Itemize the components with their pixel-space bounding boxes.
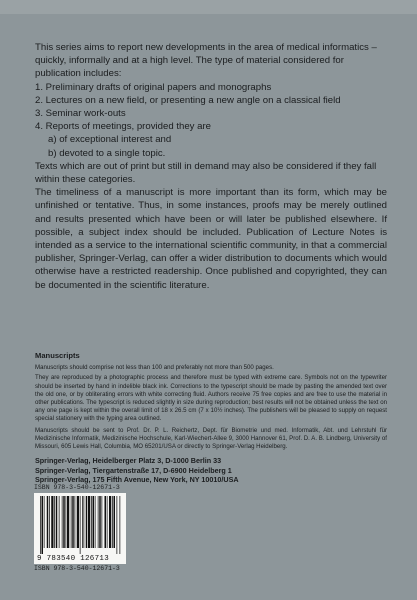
barcode-bar	[40, 496, 41, 554]
out-of-print-paragraph: Texts which are out of print but still in demand may also be considered if they fall within these categories.	[35, 160, 377, 186]
list-item: 4. Reports of meetings, provided they are	[35, 121, 211, 133]
barcode-bar	[99, 496, 101, 548]
barcode-bar	[107, 496, 108, 548]
address-line: Springer-Verlag, Heidelberger Platz 3, D-1000 Berlin 33	[35, 456, 222, 466]
manuscripts-length: Manuscripts should comprise not less than 100 and preferably not more than 500 pages.	[35, 364, 274, 372]
barcode-bar	[54, 496, 55, 548]
manuscripts-heading: Manuscripts	[35, 351, 80, 360]
barcode-bar	[72, 496, 74, 548]
barcode-bar	[71, 496, 72, 548]
series-description	[35, 41, 387, 292]
isbn-top: ISBN 978-3-540-12671-3	[34, 484, 120, 491]
manuscripts-submission: Manuscripts should be sent to Prof. Dr. P. L. Reichertz, Dept. für Biometrie und med. Informatik, Abt. und Lehrstuhl für Medizinische Informatik, Medizinische Hochschule, Karl-Wiechert-Allee 9, 3000 Hannover 61, Prof. D. A. B. Lindberg, University of Missouri, 605 Lewis Hall, Columbia, MO 65201/USA or directly to Springer-Verlag Heidelberg.	[35, 426, 387, 451]
barcode-bar	[105, 496, 107, 548]
barcode	[34, 493, 126, 564]
timeliness-paragraph: The timeliness of a manuscript is more important than its form, which may be unfinished or tentative. Thus, in some instances, proofs may be merely outlined and results presented which have been or will later be published elsewhere. If possible, a subject index should be included. Publication of Lecture Notes is intended as a service to the international scientific community, in that a commercial publisher, Springer-Verlag, can offer a wider distribution to documents which would otherwise have a restricted readership. Once published and copyrighted, they can be documented in the scientific literature.	[35, 187, 387, 291]
sub-list-item: a) of exceptional interest and	[48, 134, 172, 146]
barcode-bar	[77, 496, 79, 548]
intro-paragraph: This series aims to report new developments in the area of medical informatics – quickly, informally and at a high level. The type of material considered for publication includes:	[35, 42, 377, 80]
barcode-bar	[117, 496, 118, 554]
barcode-bar	[44, 496, 45, 548]
material-list	[35, 81, 387, 160]
list-item: 3. Seminar work-outs	[35, 108, 126, 120]
barcode-bar	[51, 496, 53, 548]
manuscripts-instructions: They are reproduced by a photographic process and therefore must be typed with extreme care. Symbols not on the typewriter should be inserted by hand in indelible black ink. Corrections to the typescript should be made by pasting the amended text over the old one, or by obliterating errors with white correcting fluid. Authors receive 75 free copies and are free to use the material in other publications. The typescript is reduced slightly in size during reproduction; best results will not be obtained unless the text on any one page is kept within the overall limit of 18 x 26.5 cm (7 x 10½ inches). The publishers will be pleased to supply on request special stationery with the typing area outlined.	[35, 374, 387, 423]
barcode-bar	[67, 496, 69, 548]
barcode-bar	[112, 496, 113, 548]
barcode-bar	[120, 496, 121, 554]
barcode-bar	[86, 496, 88, 548]
barcode-bar	[84, 496, 85, 548]
barcode-bar	[95, 496, 96, 548]
barcode-bar	[56, 496, 58, 548]
barcode-bar	[42, 496, 44, 554]
publisher-addresses	[35, 456, 387, 484]
barcode-bar	[47, 496, 49, 548]
barcode-bar	[88, 496, 90, 548]
barcode-bar	[114, 496, 116, 548]
barcode-bars	[38, 496, 122, 554]
barcode-bar	[59, 496, 60, 548]
isbn-barcode-block	[34, 484, 126, 576]
sub-list-item: b) devoted to a single topic.	[48, 147, 166, 159]
barcode-bar	[63, 496, 65, 548]
barcode-bar	[80, 496, 81, 554]
barcode-digits: 9 783540 126713	[37, 555, 110, 563]
isbn-bottom: ISBN 978-3-540-12671-3	[34, 565, 120, 572]
barcode-bar	[75, 496, 76, 548]
barcode-bar	[62, 496, 63, 548]
barcode-bar	[91, 496, 92, 548]
barcode-bar	[109, 496, 111, 548]
top-band	[0, 0, 417, 14]
manuscripts-section	[35, 352, 387, 484]
address-line: Springer-Verlag, 175 Fifth Avenue, New York, NY 10010/USA	[35, 475, 239, 485]
list-item: 2. Lectures on a new field, or presenting a new angle on a classical field	[35, 94, 341, 106]
address-line: Springer-Verlag, Tiergartenstraße 17, D-6900 Heidelberg 1	[35, 465, 232, 475]
barcode-bar	[82, 496, 83, 548]
barcode-bar	[93, 496, 95, 548]
barcode-bar	[102, 496, 103, 548]
barcode-bar	[98, 496, 99, 548]
list-item: 1. Preliminary drafts of original papers and monographs	[35, 81, 272, 93]
barcode-bar	[49, 496, 50, 548]
barcode-bar	[66, 496, 67, 548]
